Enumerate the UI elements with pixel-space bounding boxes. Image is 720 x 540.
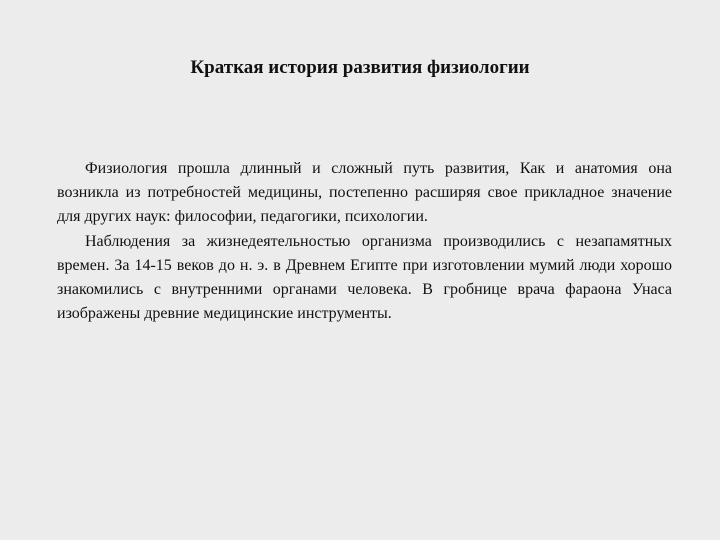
page-title: Краткая история развития физиологии (190, 57, 530, 78)
document-body (57, 157, 672, 326)
paragraph-2: Наблюдения за жизнедеятельностью организма производились с незапамятных времен. За 14-15 веков до н. э. в Древнем Египте при изготовлении мумий люди хорошо знакомились с внутренними органами человека. В гробнице врача фараона Унаса изображены древние медицинские инструменты. (57, 232, 672, 323)
paragraph-1: Физиология прошла длинный и сложный путь развития, Как и анатомия она возникла из потребностей медицины, постепенно расширяя свое прикладное значение для других наук: философии, педагогики, психологии. (57, 160, 672, 226)
